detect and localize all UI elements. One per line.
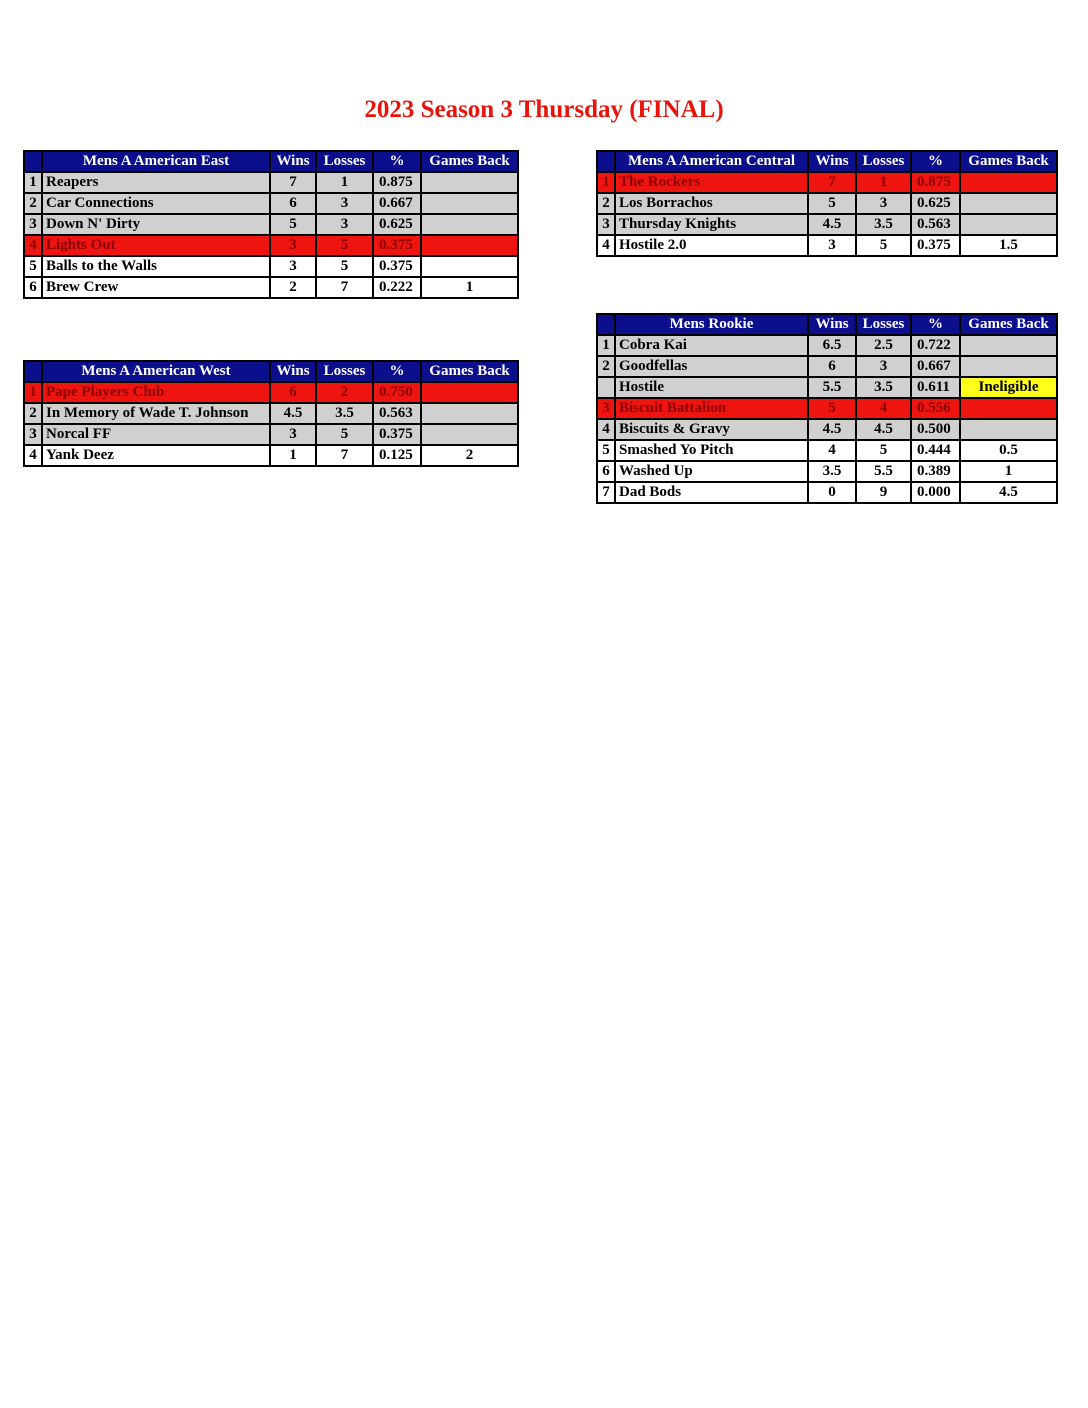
losses-header: Losses	[316, 361, 373, 382]
rank-cell	[597, 377, 615, 398]
team-cell: Pape Players Club	[42, 382, 270, 403]
division-name: Mens A American East	[42, 151, 270, 172]
table-row	[24, 256, 518, 277]
rank-header	[597, 314, 615, 335]
rank-cell: 3	[597, 398, 615, 419]
pct-cell: 0.500	[911, 419, 960, 440]
games-back-cell: 1	[960, 461, 1057, 482]
games-back-cell: 0.5	[960, 440, 1057, 461]
table-row	[597, 398, 1057, 419]
team-cell: Yank Deez	[42, 445, 270, 466]
losses-header: Losses	[856, 314, 911, 335]
rank-cell: 2	[24, 193, 42, 214]
rank-cell: 1	[24, 382, 42, 403]
pct-cell: 0.444	[911, 440, 960, 461]
pct-header: %	[911, 151, 960, 172]
table-row	[597, 356, 1057, 377]
rank-cell: 1	[597, 172, 615, 193]
rank-cell: 5	[24, 256, 42, 277]
pct-cell: 0.667	[911, 356, 960, 377]
table-row	[24, 235, 518, 256]
standings-table-central	[596, 150, 1058, 257]
losses-cell: 3.5	[856, 214, 911, 235]
team-cell: Smashed Yo Pitch	[615, 440, 808, 461]
pct-cell: 0.625	[911, 193, 960, 214]
table-row	[597, 419, 1057, 440]
division-name: Mens A American West	[42, 361, 270, 382]
pct-cell: 0.556	[911, 398, 960, 419]
losses-cell: 3	[316, 214, 373, 235]
table-row	[597, 193, 1057, 214]
team-cell: Dad Bods	[615, 482, 808, 503]
rank-cell: 4	[597, 419, 615, 440]
rank-cell: 6	[597, 461, 615, 482]
games-back-cell	[960, 356, 1057, 377]
games-back-header: Games Back	[960, 314, 1057, 335]
pct-cell: 0.875	[373, 172, 421, 193]
pct-cell: 0.750	[373, 382, 421, 403]
wins-cell: 6	[808, 356, 856, 377]
wins-header: Wins	[270, 151, 316, 172]
rank-cell: 3	[597, 214, 615, 235]
games-back-cell	[421, 403, 518, 424]
losses-cell: 4.5	[856, 419, 911, 440]
losses-cell: 5	[316, 424, 373, 445]
rank-header	[24, 151, 42, 172]
games-back-cell	[421, 235, 518, 256]
rank-cell: 3	[24, 214, 42, 235]
losses-cell: 1	[856, 172, 911, 193]
rank-cell: 5	[597, 440, 615, 461]
table-row	[24, 277, 518, 298]
pct-cell: 0.125	[373, 445, 421, 466]
table-row	[597, 482, 1057, 503]
pct-cell: 0.375	[373, 424, 421, 445]
games-back-cell	[421, 214, 518, 235]
wins-header: Wins	[808, 314, 856, 335]
losses-cell: 5	[316, 256, 373, 277]
wins-cell: 2	[270, 277, 316, 298]
team-cell: Brew Crew	[42, 277, 270, 298]
wins-cell: 4	[808, 440, 856, 461]
pct-cell: 0.611	[911, 377, 960, 398]
losses-cell: 3	[856, 356, 911, 377]
rank-cell: 6	[24, 277, 42, 298]
table-row	[597, 461, 1057, 482]
losses-cell: 2.5	[856, 335, 911, 356]
team-cell: Biscuit Battalion	[615, 398, 808, 419]
pct-cell: 0.875	[911, 172, 960, 193]
team-cell: The Rockers	[615, 172, 808, 193]
team-cell: Car Connections	[42, 193, 270, 214]
team-cell: Cobra Kai	[615, 335, 808, 356]
team-cell: Reapers	[42, 172, 270, 193]
table-header-row	[597, 314, 1057, 335]
rank-header	[597, 151, 615, 172]
losses-cell: 3	[856, 193, 911, 214]
table-row	[597, 235, 1057, 256]
table-row	[24, 193, 518, 214]
wins-cell: 6	[270, 193, 316, 214]
table-row	[24, 424, 518, 445]
rank-cell: 3	[24, 424, 42, 445]
team-cell: Biscuits & Gravy	[615, 419, 808, 440]
games-back-cell: 2	[421, 445, 518, 466]
losses-header: Losses	[316, 151, 373, 172]
games-back-cell	[960, 419, 1057, 440]
table-row	[597, 335, 1057, 356]
pct-header: %	[373, 151, 421, 172]
table-row	[24, 403, 518, 424]
pct-cell: 0.375	[373, 235, 421, 256]
losses-cell: 4	[856, 398, 911, 419]
table-row	[24, 445, 518, 466]
pct-cell: 0.625	[373, 214, 421, 235]
games-back-cell	[421, 256, 518, 277]
losses-cell: 5	[316, 235, 373, 256]
team-cell: Balls to the Walls	[42, 256, 270, 277]
team-cell: Thursday Knights	[615, 214, 808, 235]
team-cell: Los Borrachos	[615, 193, 808, 214]
rank-cell: 1	[597, 335, 615, 356]
team-cell: In Memory of Wade T. Johnson	[42, 403, 270, 424]
games-back-cell	[960, 335, 1057, 356]
rank-cell: 2	[597, 356, 615, 377]
pct-header: %	[373, 361, 421, 382]
games-back-cell	[960, 214, 1057, 235]
rank-cell: 4	[597, 235, 615, 256]
standings-table-west	[23, 360, 519, 467]
pct-header: %	[911, 314, 960, 335]
table-row	[597, 377, 1057, 398]
losses-cell: 2	[316, 382, 373, 403]
wins-cell: 6.5	[808, 335, 856, 356]
losses-cell: 5	[856, 440, 911, 461]
rank-cell: 1	[24, 172, 42, 193]
ineligible-badge: Ineligible	[960, 377, 1057, 398]
table-row	[597, 214, 1057, 235]
wins-cell: 4.5	[270, 403, 316, 424]
losses-cell: 3.5	[856, 377, 911, 398]
team-cell: Hostile 2.0	[615, 235, 808, 256]
games-back-cell	[960, 193, 1057, 214]
table-header-row	[24, 151, 518, 172]
games-back-cell	[960, 172, 1057, 193]
wins-cell: 3	[270, 424, 316, 445]
pct-cell: 0.375	[911, 235, 960, 256]
wins-cell: 5	[808, 193, 856, 214]
wins-cell: 5.5	[808, 377, 856, 398]
losses-cell: 3.5	[316, 403, 373, 424]
wins-cell: 7	[270, 172, 316, 193]
games-back-header: Games Back	[421, 361, 518, 382]
wins-cell: 6	[270, 382, 316, 403]
losses-cell: 3	[316, 193, 373, 214]
team-cell: Goodfellas	[615, 356, 808, 377]
games-back-cell: 4.5	[960, 482, 1057, 503]
team-cell: Down N' Dirty	[42, 214, 270, 235]
rank-cell: 7	[597, 482, 615, 503]
wins-cell: 3	[270, 256, 316, 277]
team-cell: Lights Out	[42, 235, 270, 256]
table-row	[597, 440, 1057, 461]
team-cell: Hostile	[615, 377, 808, 398]
wins-cell: 3	[270, 235, 316, 256]
rank-cell: 4	[24, 445, 42, 466]
table-header-row	[24, 361, 518, 382]
games-back-cell	[421, 193, 518, 214]
wins-cell: 3.5	[808, 461, 856, 482]
wins-cell: 3	[808, 235, 856, 256]
games-back-cell: 1	[421, 277, 518, 298]
rank-header	[24, 361, 42, 382]
team-cell: Norcal FF	[42, 424, 270, 445]
table-row	[597, 172, 1057, 193]
losses-header: Losses	[856, 151, 911, 172]
pct-cell: 0.563	[911, 214, 960, 235]
pct-cell: 0.000	[911, 482, 960, 503]
wins-cell: 5	[808, 398, 856, 419]
page-title: 2023 Season 3 Thursday (FINAL)	[364, 96, 724, 123]
games-back-cell	[960, 398, 1057, 419]
wins-cell: 4.5	[808, 419, 856, 440]
games-back-header: Games Back	[421, 151, 518, 172]
games-back-cell	[421, 172, 518, 193]
team-cell: Washed Up	[615, 461, 808, 482]
division-name: Mens Rookie	[615, 314, 808, 335]
wins-cell: 4.5	[808, 214, 856, 235]
wins-header: Wins	[270, 361, 316, 382]
rank-cell: 2	[597, 193, 615, 214]
table-row	[24, 382, 518, 403]
pct-cell: 0.389	[911, 461, 960, 482]
losses-cell: 5.5	[856, 461, 911, 482]
wins-header: Wins	[808, 151, 856, 172]
wins-cell: 5	[270, 214, 316, 235]
games-back-cell	[421, 382, 518, 403]
table-row	[24, 172, 518, 193]
table-row	[24, 214, 518, 235]
losses-cell: 5	[856, 235, 911, 256]
rank-cell: 2	[24, 403, 42, 424]
pct-cell: 0.722	[911, 335, 960, 356]
losses-cell: 7	[316, 277, 373, 298]
pct-cell: 0.667	[373, 193, 421, 214]
games-back-cell: 1.5	[960, 235, 1057, 256]
losses-cell: 7	[316, 445, 373, 466]
standings-table-east	[23, 150, 519, 299]
pct-cell: 0.375	[373, 256, 421, 277]
wins-cell: 1	[270, 445, 316, 466]
table-header-row	[597, 151, 1057, 172]
pct-cell: 0.222	[373, 277, 421, 298]
pct-cell: 0.563	[373, 403, 421, 424]
wins-cell: 7	[808, 172, 856, 193]
losses-cell: 1	[316, 172, 373, 193]
rank-cell: 4	[24, 235, 42, 256]
games-back-cell	[421, 424, 518, 445]
wins-cell: 0	[808, 482, 856, 503]
games-back-header: Games Back	[960, 151, 1057, 172]
losses-cell: 9	[856, 482, 911, 503]
standings-table-rookie	[596, 313, 1058, 504]
division-name: Mens A American Central	[615, 151, 808, 172]
